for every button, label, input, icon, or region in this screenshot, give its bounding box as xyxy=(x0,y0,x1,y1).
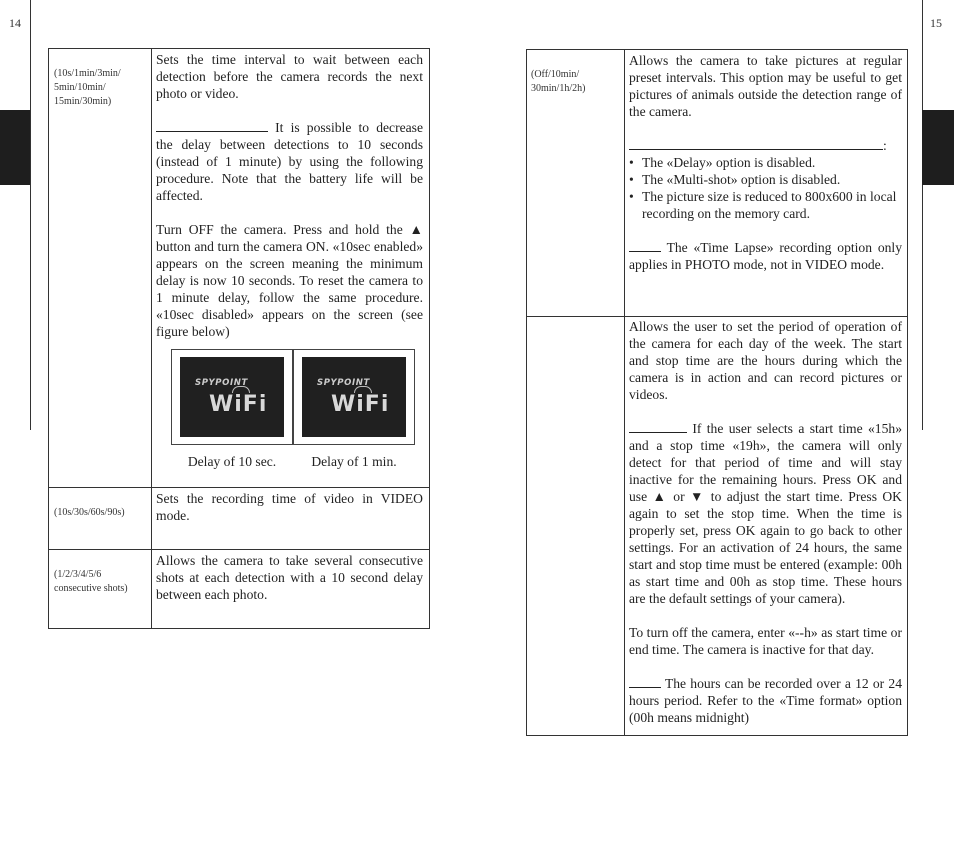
list-item: • The picture size is reduced to 800x600 in local recording on the memory card. xyxy=(629,189,897,221)
option-values: (Off/10min/ 30min/1h/2h) xyxy=(531,69,586,94)
description-text: Allows the user to set the period of operation of the camera for each day of the week. The start and stop time are the hours during which the camera is in action and can record pictures or videos. xyxy=(629,319,902,402)
figure-1min xyxy=(293,349,415,470)
left-thumb-tab xyxy=(0,110,30,185)
table-row xyxy=(49,550,430,629)
spypoint-logo: SPYPOINT xyxy=(317,378,370,388)
table-row xyxy=(49,49,430,488)
description-text: Allows the camera to take several consecutive shots at each detection with a 10 second delay between each photo. xyxy=(156,553,423,602)
description-cell xyxy=(152,49,430,488)
description-text: To turn off the camera, enter «--h» as start time or end time. The camera is inactive for that day. xyxy=(629,625,902,657)
redacted-heading-line xyxy=(629,239,661,252)
option-label-cell xyxy=(49,488,152,550)
figure-10sec xyxy=(171,349,293,470)
spypoint-logo: SPYPOINT xyxy=(195,378,248,388)
redacted-heading-line xyxy=(156,119,268,132)
redacted-heading-line xyxy=(629,420,687,433)
redacted-heading-line xyxy=(629,675,661,688)
option-label-cell xyxy=(527,317,625,736)
description-text: If the user selects a start time «15h» and a stop time «19h», the camera will only detect for that period of time and will stay inactive for the remaining hours. Press OK and use ▲ or ▼ to adjust the start time. Press OK again to set the stop time. When the time is properly set, press OK again to go back to other settings. For an activation of 24 hours, the same start and stop time must be entered (example: 00h as start time and 00h as stop time. These hours are the default settings of your camera). xyxy=(629,421,902,606)
figure-caption: Delay of 1 min. xyxy=(311,454,397,469)
redacted-heading-line xyxy=(629,137,883,150)
figure-caption: Delay of 10 sec. xyxy=(187,454,277,469)
description-text: : xyxy=(629,137,902,154)
right-margin-rule xyxy=(922,0,923,430)
option-label-cell xyxy=(49,49,152,488)
list-item: • The «Multi-shot» option is disabled. xyxy=(629,172,841,187)
description-cell xyxy=(625,317,908,736)
list-item: • The «Delay» option is disabled. xyxy=(629,155,816,170)
description-text: The hours can be recorded over a 12 or 24 hours period. Refer to the «Time format» option (00h means midnight) xyxy=(629,676,902,725)
right-settings-table xyxy=(526,49,908,736)
description-text: It is possible to decrease the delay between detections to 10 seconds (instead of 1 minute) by using the following procedure. Note that the battery life will be affected. xyxy=(156,120,423,203)
table-row xyxy=(49,488,430,550)
description-cell xyxy=(625,50,908,317)
description-text: Sets the time interval to wait between each detection before the camera records the next photo or video. xyxy=(156,52,423,101)
right-thumb-tab xyxy=(922,110,954,185)
table-row xyxy=(527,50,908,317)
option-values: (10s/30s/60s/90s) xyxy=(54,507,125,518)
description-text: Allows the camera to take pictures at regular preset intervals. This option may be useful to get pictures of animals outside the detection range of the camera. xyxy=(629,53,902,119)
option-values: (1/2/3/4/5/6 consecutive shots) xyxy=(54,569,128,594)
option-label-cell xyxy=(49,550,152,629)
wifi-logo: WiFi xyxy=(331,392,390,417)
left-settings-table xyxy=(48,48,430,629)
description-text: The «Time Lapse» recording option only applies in PHOTO mode, not in VIDEO mode. xyxy=(629,240,902,272)
description-text: Turn OFF the camera. Press and hold the ▲ button and turn the camera ON. «10sec enabled» appears on the screen meaning the minimum delay is now 10 seconds. To reset the camera to 1 minute delay, follow the same procedure. «10sec disabled» appears on the screen (see figure below) xyxy=(156,222,423,339)
screen-frame xyxy=(171,349,293,445)
camera-screen xyxy=(302,357,406,437)
table-row xyxy=(527,317,908,736)
left-margin-rule xyxy=(30,0,31,430)
description-cell xyxy=(152,550,430,629)
page-number-left: 14 xyxy=(9,16,21,30)
wifi-logo: WiFi xyxy=(209,392,268,417)
figure-group xyxy=(171,349,415,470)
description-cell xyxy=(152,488,430,550)
option-values: (10s/1min/3min/ 5min/10min/ 15min/30min) xyxy=(54,68,121,107)
option-label-cell xyxy=(527,50,625,317)
camera-screen xyxy=(180,357,284,437)
description-text: Sets the recording time of video in VIDEO mode. xyxy=(156,491,423,523)
page-number-right: 15 xyxy=(930,16,942,30)
screen-frame xyxy=(293,349,415,445)
